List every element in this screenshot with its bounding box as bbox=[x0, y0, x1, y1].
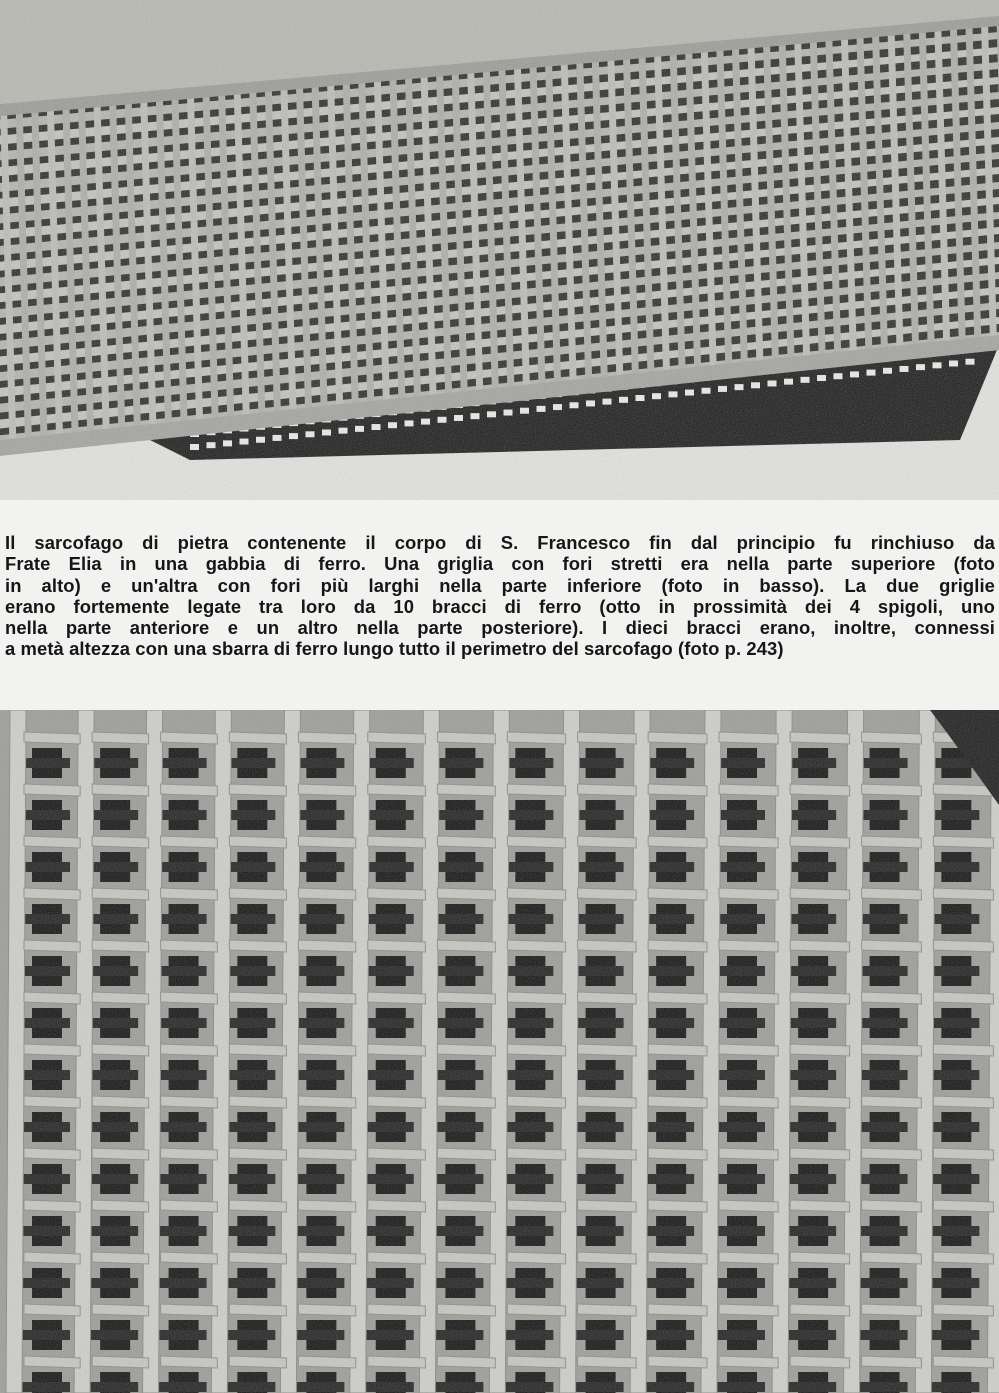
narrow-grid-illustration bbox=[0, 0, 999, 500]
caption-line: a metà altezza con una sbarra di ferro lungo tutto il perimetro del sarcofago (foto p. 243) bbox=[5, 638, 784, 660]
caption-line: Frate Elia in una gabbia di ferro. Una griglia con fori stretti era nella parte superiore (foto bbox=[5, 553, 995, 575]
wide-grid-illustration bbox=[0, 710, 999, 1393]
caption-line: erano fortemente legate tra loro da 10 bracci di ferro (otto in prossimità dei 4 spigoli, uno bbox=[5, 595, 995, 617]
caption-line: nella parte anteriore e un altro nella parte posteriore). I dieci bracci erano, inoltre, connessi bbox=[5, 617, 995, 639]
photo-caption bbox=[5, 532, 995, 660]
caption-line: Il sarcofago di pietra contenente il corpo di S. Francesco fin dal principio fu rinchiuso da bbox=[5, 532, 995, 553]
top-photo-narrow-grid bbox=[0, 0, 999, 500]
caption-line: in alto) e un'altra con fori più larghi nella parte inferiore (foto in basso). La due griglie bbox=[5, 574, 995, 596]
bottom-photo-wide-grid bbox=[0, 710, 999, 1393]
